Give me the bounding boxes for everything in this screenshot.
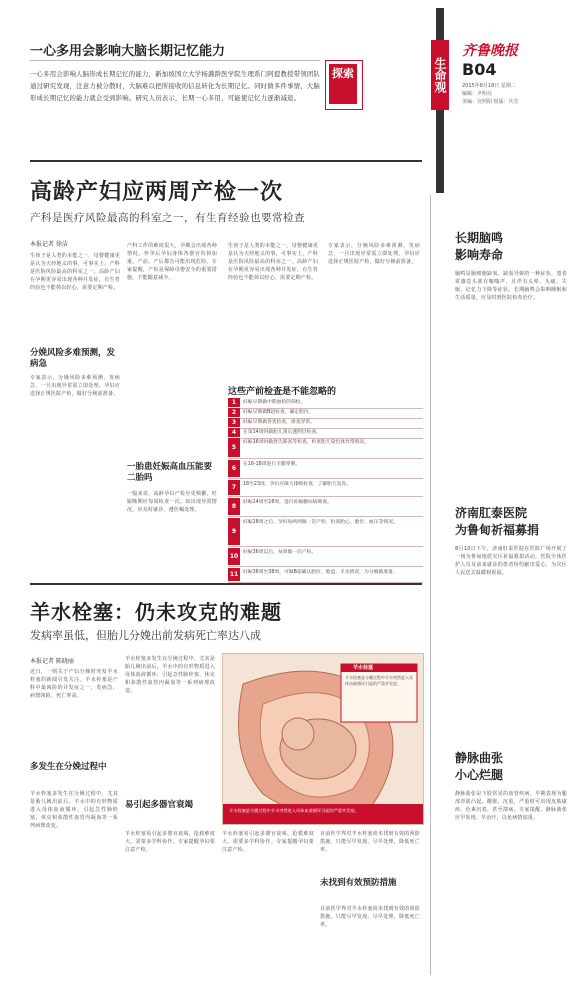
checklist-text: 妊娠36周至38周，可做B超确认胎位、胎盘、羊水情况，为分娩做准备。 <box>243 570 398 575</box>
checklist-text: 妊娠28周之后，孕妇每两周做一次产检，检查胎心、胎位、血压等情况。 <box>243 520 398 525</box>
article-column: 一般来说，高龄孕妇产检应更频繁，妊娠晚期应每周检查一次。如出现异常情况，应及时就诊，遵医嘱处理。 <box>127 491 217 513</box>
sidebar-headline-line: 为鲁甸祈福募捐 <box>455 523 540 537</box>
byline: 本报记者 陈晓丽 <box>30 658 74 665</box>
section-label: 生命观 <box>431 40 449 110</box>
top-story-title: 一心多用会影响大脑长期记忆能力 <box>30 44 226 59</box>
section-header: 易引起多器官衰竭 <box>125 800 194 810</box>
editor-credit: 编辑：尹明亮 <box>462 91 493 97</box>
second-headline: 羊水栓塞：仍未攻克的难题 <box>30 600 282 624</box>
sidebar-body: 8月10日下午，济南肛泰医院在医院广场开展了一场为鲁甸地震灾区祈福募捐活动。医院全体医护人员及前来就诊的患者纷纷献出爱心，为灾区人民送去温暖和祝福。 <box>455 546 567 576</box>
sidebar-headline <box>455 505 539 539</box>
section-header: 一胎患妊娠高血压能要二胎吗 <box>127 462 213 483</box>
sidebar-body: 脑鸣是脑细胞缺氧、缺血导致的一种症状，患者常感觉头部有嗡嗡声，且伴有头晕、头痛、失眠、记忆力下降等症状。长期脑鸣会影响睡眠和生活质量，应及时到医院检查治疗。 <box>455 271 567 301</box>
article-column: 羊水栓塞易引起多器官衰竭，抢救难度大，需要多学科协作。专家提醒孕妇要注意产检。 <box>125 831 215 853</box>
article-column: 目前医学界对羊水栓塞尚未找到有效的预防措施，只能尽早发现、尽早处理，降低死亡率。 <box>320 831 420 853</box>
main-headline: 高龄产妇应两周产检一次 <box>30 180 284 205</box>
checklist-row <box>228 438 423 459</box>
checklist-text: 18至23周，孕妇应做大排畸检查，了解胎儿发育。 <box>243 482 352 487</box>
checklist-row <box>228 480 423 497</box>
top-story-body: 一心多用会影响人脑形成长期记忆的能力，新加坡国立大学杨潞龄医学院生理系门阿提教授带领团队通过研究发现，注意力被分散时，大脑难以把所接收的信息转化为长期记忆。同时做多件事情，大脑形成长期记忆的能力就会受到影响。研究人员表示，长期一心多用，可能使记忆力逐渐减退。 <box>30 70 320 102</box>
checklist-row <box>228 568 423 583</box>
checklist-number: 7 <box>228 480 240 495</box>
article-column: 羊水栓塞多发生在分娩过程中，尤其是胎儿娩出前后。羊水中的有形物质进入母体血液循环，引起急性肺栓塞、休克和弥散性血管内凝血等一系列病理改变。 <box>30 791 118 829</box>
checklist-row <box>228 460 423 479</box>
sidebar-headline-line: 长期脑鸣 <box>455 231 504 245</box>
divider <box>30 583 422 585</box>
checklist-row <box>228 498 423 517</box>
checklist-number: 10 <box>228 548 240 565</box>
sidebar-headline-line: 小心烂腿 <box>455 768 504 782</box>
article-column: 产科工作的难度很大，孕期会出现各种情况。怀孕后孕妇身体各器官负荷加重，产前、产后都有可能出现危险。专家提醒，产检是保障母婴安全的重要措施，不能随意减少。 <box>127 243 217 281</box>
checklist-text: 妊娠早期做各类检查，排查异常。 <box>243 420 315 425</box>
section-header: 未找到有效预防措施 <box>320 878 397 888</box>
checklist-text: 在第14周时做胎儿颈后透明层检查。 <box>243 430 322 435</box>
sidebar-headline-line: 静脉曲张 <box>455 751 504 765</box>
checklist-number: 5 <box>228 438 240 457</box>
section-badge <box>325 60 363 110</box>
checklist-text: 妊娠24周至28周，进行妊娠糖尿病筛查。 <box>243 500 332 505</box>
checklist-row <box>228 518 423 547</box>
sidebar-headline <box>455 230 503 264</box>
sidebar-divider <box>430 195 431 975</box>
divider <box>30 60 320 61</box>
checklist-text: 在16-18周进行羊膜穿刺。 <box>243 462 301 467</box>
checklist-number: 11 <box>228 568 240 581</box>
checklist-number: 6 <box>228 460 240 477</box>
staff-credit: 美编：宫照阳 组版：庆芳 <box>462 99 519 105</box>
checklist-text: 妊娠36周以后，每周做一次产检。 <box>243 550 317 555</box>
section-header: 分娩风险多难预测，发病急 <box>30 348 116 369</box>
paper-name: 齐鲁晚报 <box>462 43 518 59</box>
checklist-number: 4 <box>228 428 240 437</box>
checklist-number: 9 <box>228 518 240 545</box>
checklist-number: 8 <box>228 498 240 515</box>
article-column: 生孩子是人类的本能之一，母婴健康更是认为天经地义的事，可事实上，产科是医院风险最高的科室之一。高龄产妇在孕期更容易出现各种并发症，有生育经验也不能掉以轻心，需要定期产检。 <box>30 253 120 291</box>
article-column: 专家表示，分娩风险多难预测，发病急，一旦出现异常需立即处理。孕妇应选择正规医院产检，做好分娩前准备。 <box>30 375 120 397</box>
sidebar-body: 静脉曲张是下肢常见的血管疾病，早期表现为腿部青筋凸起、酸胀、沉重，严重时可出现皮肤瘙痒、色素沉着，甚至溃疡。专家提醒，静脉曲张应早发现、早治疗，以免病情加重。 <box>455 791 567 821</box>
illustration-caption: 羊水栓塞是分娩过程中羊水突然进入母体血液循环引起的严重并发症。 <box>229 808 359 813</box>
divider <box>30 160 422 162</box>
illustration-note: 羊水栓塞是分娩过程中羊水突然进入母体血液循环引起的严重并发症。 <box>345 675 413 686</box>
checklist-title: 这些产前检查是不能忽略的 <box>228 387 337 397</box>
illustration-label: 羊水栓塞 <box>353 665 374 671</box>
sidebar-headline-line: 影响寿命 <box>455 248 504 262</box>
page-number: B04 <box>462 60 497 79</box>
article-column: 专家表示，分娩风险多难预测，发病急，一旦出现异常需立即处理。孕妇应选择正规医院产检，做好分娩前准备。 <box>328 243 420 265</box>
section-header: 多发生在分娩过程中 <box>30 762 107 772</box>
checklist-text: 妊娠16周时做唐氏筛查等检查，检查胎儿染色体异常情况。 <box>243 440 370 445</box>
checklist-row <box>228 548 423 567</box>
checklist-number: 2 <box>228 408 240 417</box>
badge-label: 探索 <box>329 64 357 104</box>
main-subheadline: 产科是医疗风险最高的科室之一，有生育经验也要常检查 <box>30 212 305 224</box>
checklist-number: 3 <box>228 418 240 427</box>
checklist-text: 妊娠早期做B超检查，确定胎位。 <box>243 410 314 415</box>
article-column: 目前医学界对羊水栓塞尚未找到有效的预防措施，只能尽早发现、尽早处理，降低死亡率。 <box>320 906 420 928</box>
sidebar-headline <box>455 750 503 784</box>
checklist-number: 1 <box>228 398 240 407</box>
issue-date: 2015年8月18日 星期二 <box>462 83 516 89</box>
article-column: 近日，一则关于产妇分娩时突发羊水栓塞的新闻引发关注。羊水栓塞是产科中最凶险的并发症之一，发病急、病情凶险，死亡率高。 <box>30 669 118 699</box>
sidebar-headline-line: 济南肛泰医院 <box>455 506 528 520</box>
checklist-text: 妊娠早期做中期血检的筛检。 <box>243 400 306 405</box>
anatomy-illustration <box>222 653 424 825</box>
article-column: 羊水栓塞易引起多器官衰竭，抢救难度大，需要多学科协作。专家提醒孕妇要注意产检。 <box>222 831 314 853</box>
article-column: 生孩子是人类的本能之一，母婴健康更是认为天经地义的事，可事实上，产科是医院风险最高的科室之一。高龄产妇在孕期更容易出现各种并发症，有生育经验也不能掉以轻心，需要定期产检。 <box>228 243 318 281</box>
byline: 本报记者 徐洁 <box>30 241 68 248</box>
article-column: 羊水栓塞多发生在分娩过程中，尤其是胎儿娩出前后。羊水中的有形物质进入母体血液循环，引起急性肺栓塞、休克和弥散性血管内凝血等一系列病理改变。 <box>125 656 215 694</box>
second-subheadline: 发病率虽低，但胎儿分娩出前发病死亡率达八成 <box>30 629 261 642</box>
